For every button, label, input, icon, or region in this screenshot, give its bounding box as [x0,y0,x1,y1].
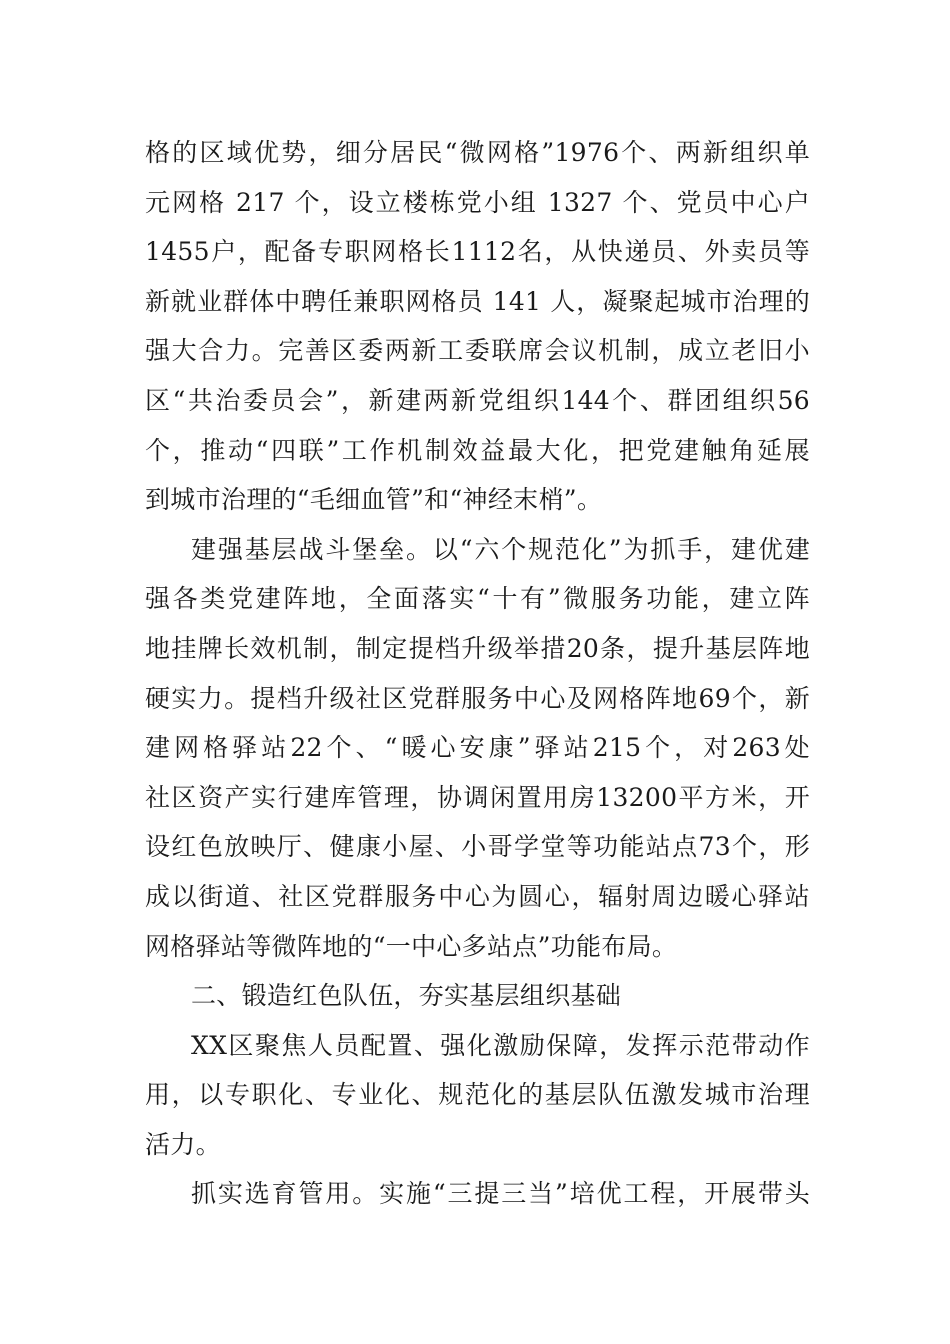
text-line: 硬实力。提档升级社区党群服务中心及网格阵地69个，新 [145,683,810,713]
text-line: 区“共治委员会”，新建两新党组织144个、群团组织56 [145,385,810,415]
text-line: 个，推动“四联”工作机制效益最大化，把党建触角延展 [145,435,810,465]
text-line: 强各类党建阵地，全面落实“十有”微服务功能，建立阵 [145,584,810,614]
text-line: 用，以专职化、专业化、规范化的基层队伍激发城市治理 [145,1080,810,1110]
text-line: 活力。 [145,1129,221,1159]
text-line: 地挂牌长效机制，制定提档升级举措20条，提升基层阵地 [145,633,810,663]
text-line: 到城市治理的“毛细血管”和“神经末梢”。 [145,485,603,515]
paragraph [145,525,810,971]
text-line: 元网格 217 个，设立楼栋党小组 1327 个、党员中心户 [145,187,810,217]
text-line: 二、锻造红色队伍，夯实基层组织基础 [191,981,622,1011]
section-heading [145,971,810,1021]
text-line: 1455户，配备专职网格长1112名，从快递员、外卖员等 [145,237,810,267]
text-line: 建网格驿站22个、“暖心安康”驿站215个，对263处 [145,733,810,763]
text-line: 设红色放映厅、健康小屋、小哥学堂等功能站点73个，形 [145,832,810,862]
text-line: 建强基层战斗堡垒。以“六个规范化”为抓手，建优建 [191,534,810,564]
document-body [145,128,810,1219]
text-line: 成以街道、社区党群服务中心为圆心，辐射周边暖心驿站 [145,881,810,911]
paragraph [145,1021,810,1170]
paragraph [145,1169,810,1219]
text-line: XX区聚焦人员配置、强化激励保障，发挥示范带动作 [191,1030,810,1060]
text-line: 新就业群体中聘任兼职网格员 141 人，凝聚起城市治理的 [145,286,810,316]
text-line: 格的区域优势，细分居民“微网格”1976个、两新组织单 [145,138,810,167]
text-line: 抓实选育管用。实施“三提三当”培优工程，开展带头 [191,1179,810,1209]
text-line: 强大合力。完善区委两新工委联席会议机制，成立老旧小 [145,336,810,366]
text-line: 社区资产实行建库管理，协调闲置用房13200平方米，开 [145,782,810,812]
text-line: 网格驿站等微阵地的“一中心多站点”功能布局。 [145,931,678,961]
paragraph [145,128,810,525]
